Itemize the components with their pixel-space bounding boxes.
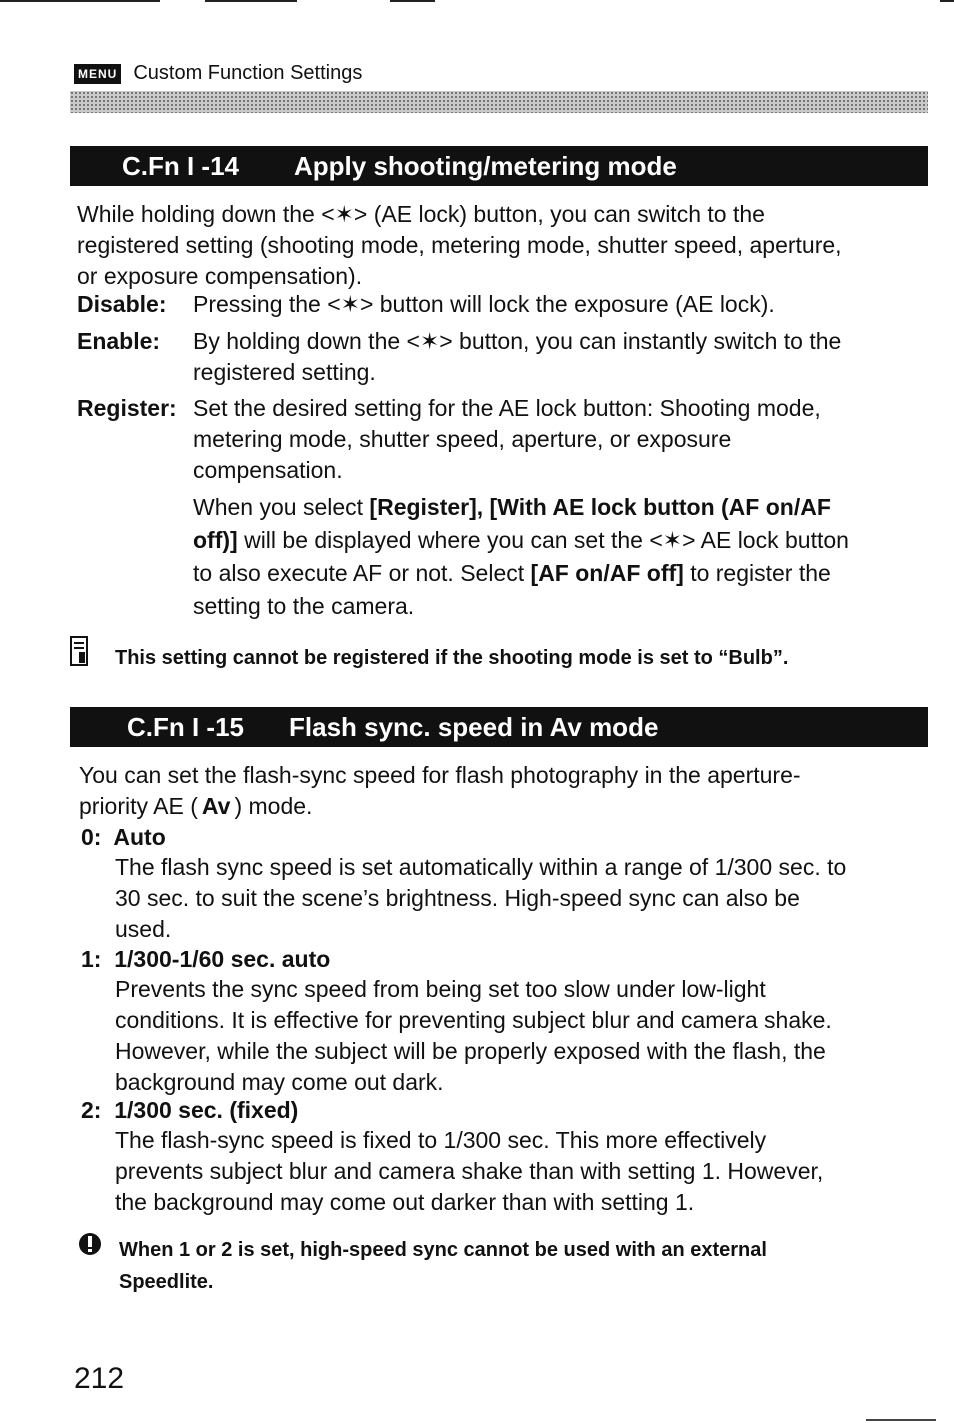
register-text: [193, 393, 821, 486]
register-label: Register:: [77, 395, 177, 421]
cfn14-code: C.Fn I -14: [122, 150, 240, 181]
memo-icon: [70, 636, 88, 666]
text-line: 30 sec. to suit the scene’s brightness. High-speed sync can also be: [115, 885, 800, 911]
text-line: background may come out dark.: [115, 1069, 444, 1095]
text-line: By holding down the <✶> button, you can instantly switch to the: [193, 328, 842, 354]
text-line: [193, 491, 849, 524]
scan-edge: [866, 1419, 936, 1421]
cfn15-caution: [119, 1234, 767, 1298]
text-line: The flash-sync speed is fixed to 1/300 sec. This more effectively: [115, 1127, 767, 1153]
menu-option-text: [Register], [With AE lock button (AF on/AF: [369, 494, 831, 520]
disable-text: Pressing the <✶> button will lock the exposure (AE lock).: [193, 291, 775, 317]
menu-icon: MENU: [74, 64, 121, 84]
text-line: registered setting (shooting mode, metering mode, shutter speed, aperture,: [77, 232, 842, 258]
av-mode-symbol: Av: [201, 793, 231, 819]
option-2-text: [115, 1125, 823, 1218]
text-line: compensation.: [193, 457, 343, 483]
enable-text: [193, 326, 841, 388]
text-run: to also execute AF or not. Select: [193, 560, 531, 586]
disable-label: Disable:: [77, 291, 167, 317]
text-line: registered setting.: [193, 359, 376, 385]
text-run: When you select: [193, 494, 370, 520]
cfn14-title: Apply shooting/metering mode: [294, 150, 677, 181]
text-line: When 1 or 2 is set, high-speed sync cannot be used with an external: [119, 1239, 767, 1261]
text-line: However, while the subject will be properly exposed with the flash, the: [115, 1038, 826, 1064]
text-line: You can set the flash-sync speed for flash photography in the aperture-: [79, 762, 801, 788]
cfn14-intro: [77, 199, 842, 292]
text-run: ) mode.: [234, 793, 313, 819]
menu-option-text: [AF on/AF off]: [530, 560, 684, 586]
cfn15-title: Flash sync. speed in Av mode: [289, 711, 659, 742]
cfn14-banner: [70, 146, 928, 186]
text-line: used.: [115, 916, 172, 942]
option-1-text: [115, 974, 832, 1098]
cfn15-banner: [70, 707, 928, 747]
scan-edge: [940, 0, 954, 2]
text-line: [79, 791, 801, 822]
text-line: [193, 524, 849, 557]
text-line: the background may come out darker than with setting 1.: [115, 1189, 695, 1215]
text-run: will be displayed where you can set the <✶> AE lock button: [237, 527, 849, 553]
text-line: setting to the camera.: [193, 593, 415, 619]
caution-icon: [78, 1232, 102, 1256]
option-1-label: 1: 1/300-1/60 sec. auto: [81, 946, 331, 972]
option-0-text: [115, 852, 846, 945]
option-2-label: 2: 1/300 sec. (fixed): [81, 1097, 299, 1123]
cfn14-note: This setting cannot be registered if the shooting mode is set to “Bulb”.: [115, 647, 789, 669]
text-line: While holding down the <✶> (AE lock) button, you can switch to the: [77, 201, 765, 227]
text-line: Prevents the sync speed from being set too slow under low-light: [115, 976, 766, 1002]
scan-edge: [205, 0, 297, 2]
text-line: conditions. It is effective for preventing subject blur and camera shake.: [115, 1007, 832, 1033]
page-number: 212: [74, 1362, 125, 1395]
text-line: Set the desired setting for the AE lock button: Shooting mode,: [193, 395, 821, 421]
menu-option-text: off)]: [193, 527, 238, 553]
text-run: to register the: [683, 560, 831, 586]
text-line: [193, 557, 849, 590]
register-extra: [193, 491, 849, 623]
enable-label: Enable:: [77, 328, 161, 354]
page-header: [74, 62, 362, 85]
text-line: prevents subject blur and camera shake than with setting 1. However,: [115, 1158, 824, 1184]
section-title: Custom Function Settings: [133, 62, 363, 84]
text-run: priority AE (: [79, 793, 198, 819]
cfn15-code: C.Fn I -15: [127, 711, 245, 742]
cfn15-intro: [79, 760, 801, 822]
text-line: metering mode, shutter speed, aperture, or exposure: [193, 426, 732, 452]
scan-edge: [0, 0, 160, 2]
header-stipple-bar: [70, 91, 928, 113]
text-line: The flash sync speed is set automatically within a range of 1/300 sec. to: [115, 854, 847, 880]
scan-edge: [390, 0, 435, 2]
text-line: or exposure compensation).: [77, 263, 363, 289]
text-line: Speedlite.: [119, 1271, 214, 1293]
option-0-label: 0: Auto: [81, 824, 166, 850]
